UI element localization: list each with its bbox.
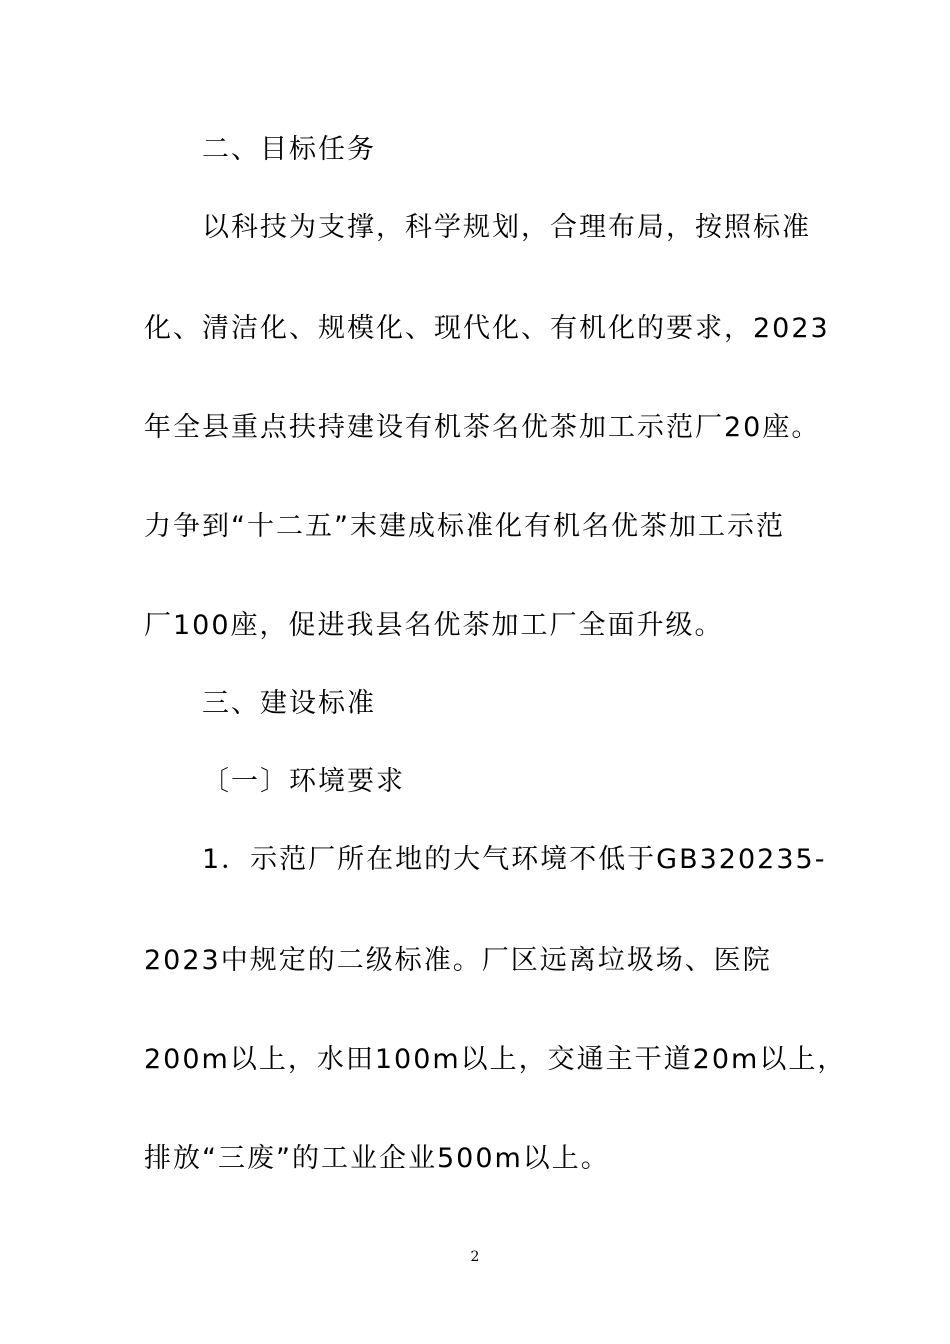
paragraph-line: 化、清洁化、规模化、现代化、有机化的要求，2023 — [144, 313, 830, 344]
section-heading-goals: 二、目标任务 — [202, 134, 376, 165]
paragraph-line: 以科技为支撑，科学规划，合理布局，按照标准 — [202, 212, 811, 243]
paragraph-line: 厂100座，促进我县名优茶加工厂全面升级。 — [144, 610, 724, 641]
paragraph-line: 排放“三废”的工业企业500m以上。 — [144, 1143, 610, 1174]
paragraph-line: 力争到“十二五”末建成标准化有机名优茶加工示范 — [144, 511, 785, 542]
paragraph-line: 2023中规定的二级标准。厂区远离垃圾场、医院 — [144, 945, 772, 976]
section-heading-standards: 三、建设标准 — [202, 688, 376, 719]
subsection-heading-environment: 〔一〕环境要求 — [202, 766, 405, 797]
paragraph-line: 1．示范厂所在地的大气环境不低于GB320235- — [202, 844, 827, 875]
paragraph-line: 200m以上，水田100m以上，交通主干道20m以上， — [144, 1044, 847, 1075]
paragraph-line: 年全县重点扶持建设有机茶名优茶加工示范厂20座。 — [144, 412, 821, 443]
page-number: 2 — [470, 1249, 480, 1265]
